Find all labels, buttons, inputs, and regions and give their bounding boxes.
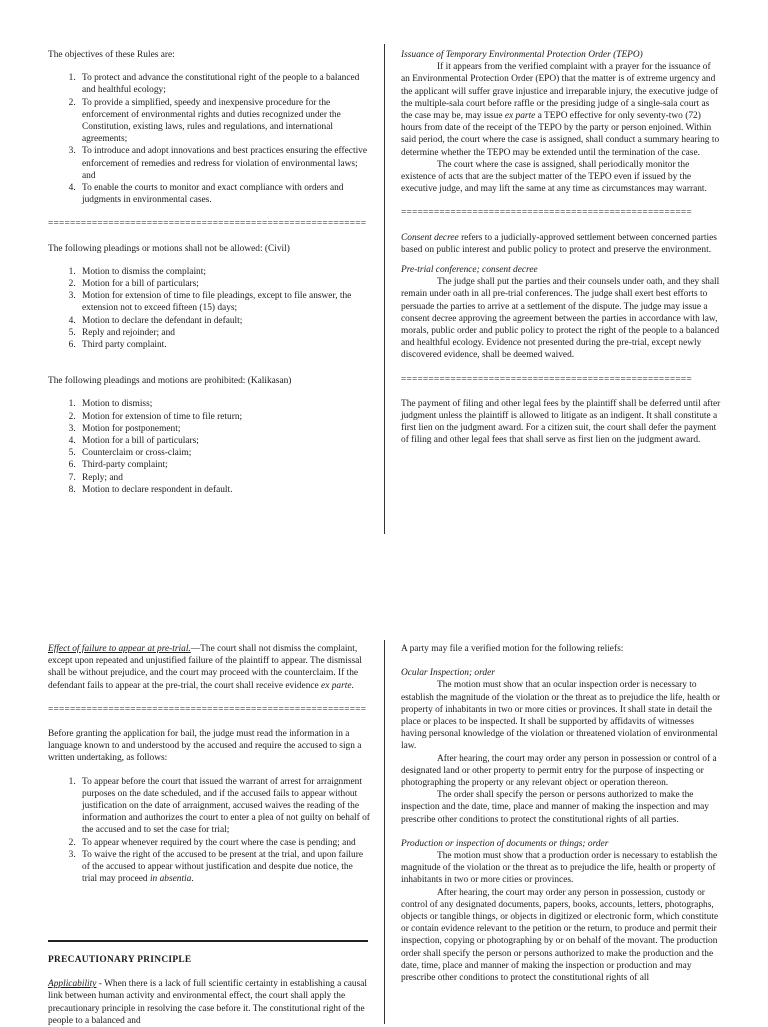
ocular-paragraph-3: The order shall specify the person or persons authorized to make the inspection and the date, time, place and manner of making the inspection and may prescribe other conditions to protect the constitutional rights of all parties. [401,790,709,825]
bail-list [48,776,370,886]
tepo-paragraph-1: If it appears from the verified complaint with a prayer for the issuance of an Environmental Protection Order (EPO) that the matter is of extreme urgency and the applicant will suffer grave injustice and irreparable injury, the executive judge of the multiple-sala court before raffle or the presiding judge of a single-sala court as the case may be, may issue ex parte a TEPO effective for only seventy-two (72) hours from date of the receipt of the TEPO by the party or person enjoined. Within said period, the court where the case is assigned, shall conduct a summary hearing to determine whether the TEPO may be extended until the termination of the case. [401,62,720,158]
list-item: 8. Motion to declare respondent in default. [78,484,370,496]
list-item: 7. Reply; and [78,472,370,484]
applicability-paragraph: Applicability - When there is a lack of full scientific certainty in establishing a causal link between human activity and environmental effect, the court shall apply the precautionary principle in resolving the case before it. The constitutional right of the people to a balanced and [48,979,367,1026]
list-item: 5. Reply and rejoinder; and [78,327,370,339]
section-divider: ===================================================== [401,208,692,219]
list-item: 2. Motion for extension of time to file return; [78,411,370,423]
top-left-column [48,49,370,496]
civil-intro: The following pleadings or motions shall not be allowed: (Civil) [48,243,290,254]
list-item: 1. To appear before the court that issued the warrant of arrest for arraignment purposes on the date scheduled, and if the accused fails to appear without justification on the date of arraignment, accused waives the reading of the information and authorizes the court to enter a plea of not guilty on behalf of the accused and to set the case for trial; [78,776,370,837]
ocular-title: Ocular Inspection; order [401,668,495,679]
ocular-paragraph-2: After hearing, the court may order any person in possession or control of a designated land or other property to permit entry for the purpose of inspecting or photographing the property or any relevant object or operation thereon. [401,753,717,789]
objectives-intro: The objectives of these Rules are: [48,50,175,60]
bottom-left-column [48,643,370,885]
section-divider: ===================================================== [401,374,692,385]
bottom-right-column [401,643,721,984]
pretrial-title: Pre-trial conference; consent decree [401,265,538,276]
production-title: Production or inspection of documents or things; order [401,838,609,849]
list-item: 4. To enable the courts to monitor and exact compliance with orders and judgments in environmental cases. [78,182,370,206]
section-divider: ========================================================== [48,704,367,715]
civil-list [48,266,370,351]
ocular-paragraph-1: The motion must show that an ocular inspection order is necessary to establish the magnitude of the violation or the threat as to prejudice the life, health or property of inhabitants in two or more cities or provinces. It shall state in detail the place or places to be inspected. It shall be supported by affidavits of witnesses having personal knowledge of the violation or threatened violation of environmental law. [401,680,721,752]
kalikasan-intro: The following pleadings and motions are prohibited: (Kalikasan) [48,376,292,387]
list-item: 3. To introduce and adopt innovations and best practices ensuring the effective enforcement of remedies and redress for violation of environmental laws; and [78,145,370,182]
reliefs-intro: A party may file a verified motion for the following reliefs: [401,644,624,654]
effect-failure-paragraph: Effect of failure to appear at pre-trial.—The court shall not dismiss the complaint, except upon repeated and unjustified failure of the plaintiff to appear. The dismissal shall be without prejudice, and the court may proceed with the counterclaim. If the defendant fails to appear at the pre-trial, the court shall receive evidence ex parte. [48,644,362,691]
column-divider-top [384,44,385,534]
list-item: 6. Third party complaint. [78,339,370,351]
top-right-column [401,49,721,447]
tepo-paragraph-2: The court where the case is assigned, shall periodically monitor the existence of acts that are the subject matter of the TEPO even if issued by the executive judge, and may lift the same at any time as circumstances may warrant. [401,159,707,195]
list-item: 2. Motion for a bill of particulars; [78,278,370,290]
tepo-title: Issuance of Temporary Environmental Protection Order (TEPO) [401,50,643,60]
list-item: 3. Motion for postponement; [78,423,370,435]
production-paragraph-1: The motion must show that a production order is necessary to establish the magnitude of the violation or the threat as to prejudice the life, health or property of inhabitants in two or more cities or provinces. [401,851,718,886]
list-item: 1. To protect and advance the constitutional right of the people to a balanced and healthful ecology; [78,72,370,96]
pretrial-paragraph: The judge shall put the parties and their counsels under oath, and they shall remain under oath in all pre-trial conferences. The judge shall exert best efforts to persuade the parties to arrive at a settlement of the dispute. The judge may issue a consent decree approving the agreement between the parties in accordance with law, morals, public order and public policy to protect the right of the people to a balanced and healthful ecology. Evidence not presented during the pre-trial, except newly discovered evidence, shall be deemed waived. [401,277,720,361]
section-rule [48,940,368,942]
column-divider-bottom [384,640,385,1024]
kalikasan-list [48,398,370,496]
list-item: 4. Motion for a bill of particulars; [78,435,370,447]
consent-decree-paragraph: Consent decree refers to a judicially-approved settlement between concerned parties based on public interest and public policy to protect and preserve the environment. [401,232,717,255]
precaution-heading: PRECAUTIONARY PRINCIPLE [48,955,192,965]
section-divider: ========================================================== [48,219,367,230]
bail-intro: Before granting the application for bail, the judge must read the information in a language known to and understood by the accused and require the accused to sign a written undertaking, as follows: [48,729,362,764]
list-item: 2. To provide a simplified, speedy and inexpensive procedure for the enforcement of environmental rights and duties recognized under the Constitution, existing laws, rules and regulations, and international agreements; [78,97,370,146]
production-paragraph-2: After hearing, the court may order any person in possession, custody or control of any designated documents, papers, books, accounts, letters, photographs, objects or tangible things, or objects in digitized or electronic form, which constitute or contain evidence relevant to the petition or the return, to produce and permit their inspection, copying or photographing by or on behalf of the movant. The production order shall specify the person or persons authorized to make the production and the date, time, place and manner of making the inspection or production and may prescribe other conditions to protect the constitutional rights of all [401,887,719,984]
list-item: 2. To appear whenever required by the court where the case is pending; and [78,837,370,849]
list-item: 6. Third-party complaint; [78,459,370,471]
list-item: 3. To waive the right of the accused to be present at the trial, and upon failure of the accused to appear without justification and despite due notice, the trial may proceed in absentia. [78,849,370,886]
list-item: 1. Motion to dismiss; [78,398,370,410]
list-item: 5. Counterclaim or cross-claim; [78,447,370,459]
list-item: 4. Motion to declare the defendant in default; [78,315,370,327]
fees-paragraph: The payment of filing and other legal fees by the plaintiff shall be deferred until after judgment unless the plaintiff is allowed to litigate as an indigent. It shall constitute a first lien on the judgment award. For a citizen suit, the court shall defer the payment of filing and other legal fees that shall serve as first lien on the judgment award. [401,398,721,446]
objectives-list [48,72,370,206]
precaution-section [48,954,370,1027]
list-item: 1. Motion to dismiss the complaint; [78,266,370,278]
list-item: 3. Motion for extension of time to file pleadings, except to file answer, the extension not to exceed fifteen (15) days; [78,290,370,314]
